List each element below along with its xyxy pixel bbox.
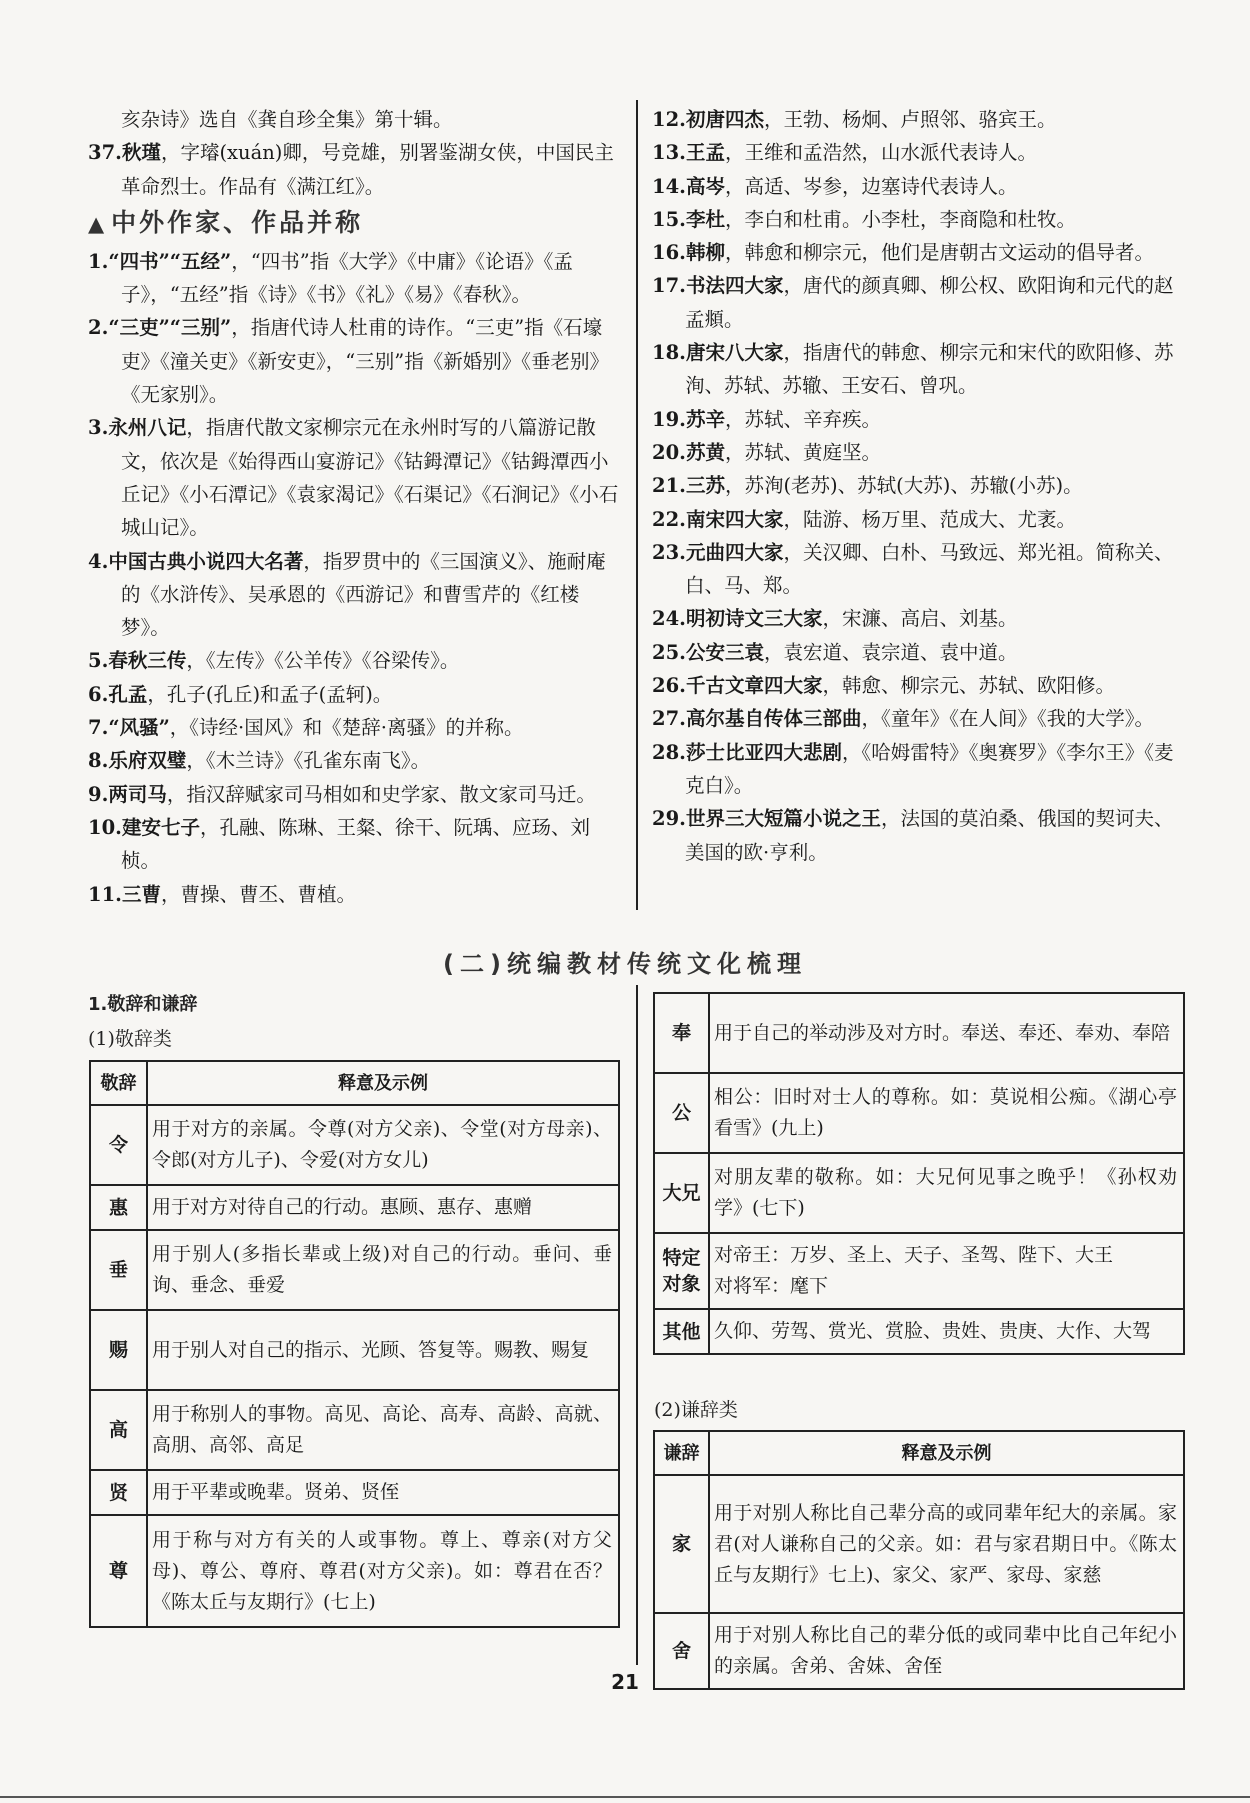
- list-item: 3.永州八记，指唐代散文家柳宗元在永州时写的八篇游记散文，依次是《始得西山宴游记》《钴鉧潭记》《钴鉧潭西小丘记》《小石潭记》《袁家渴记》《石渠记》《石涧记》《小石城山记》。: [88, 416, 619, 540]
- bottom-rule: [0, 1796, 1250, 1798]
- table-row: 舍 用于对别人称比自己的辈分低的或同辈中比自己年纪小的亲属。舍弟、舍妹、舍侄: [654, 1613, 1184, 1689]
- header-desc: 释意及示例: [147, 1061, 619, 1105]
- table-row: 赐 用于别人对自己的指示、光顾、答复等。赐教、赐复: [90, 1310, 619, 1390]
- list-item: 21.三苏，苏洵(老苏)、苏轼(大苏)、苏辙(小苏)。: [652, 474, 1083, 498]
- list-item: 10.建安七子，孔融、陈琳、王粲、徐干、阮瑀、应玚、刘桢。: [88, 815, 590, 873]
- triangle-icon: ▲: [88, 211, 108, 236]
- list-item: 26.千古文章四大家，韩愈、柳宗元、苏轼、欧阳修。: [652, 674, 1115, 698]
- section-heading-text: 中外作家、作品并称: [111, 207, 364, 237]
- entry-text: ，字璿(xuán)卿，号竞雄，别署鉴湖女侠，中国民主革命烈士。作品有《满江红》。: [121, 141, 614, 198]
- header-word: 敬辞: [90, 1061, 147, 1105]
- continued-line: 亥杂诗》选自《龚自珍全集》第十辑。: [121, 108, 453, 131]
- list-item: 15.李杜，李白和杜甫。小李杜，李商隐和杜牧。: [652, 207, 1076, 231]
- column-divider-bottom: [636, 985, 638, 1665]
- honorific-subheading: (1)敬辞类: [88, 1028, 172, 1050]
- list-item: 2.“三吏”“三别”，指唐代诗人杜甫的诗作。“三吏”指《石壕吏》《潼关吏》《新安吏》，“三别”指《新婚别》《垂老别》《无家别》。: [88, 316, 609, 407]
- list-item: 22.南宋四大家，陆游、杨万里、范成大、尤袤。: [652, 507, 1076, 531]
- list-item: 6.孔孟，孔子(孔丘)和孟子(孟轲)。: [88, 682, 393, 706]
- list-item: 23.元曲四大家，关汉卿、白朴、马致远、郑光祖。简称关、白、马、郑。: [652, 540, 1174, 598]
- table-row: 家 用于对别人称比自己辈分高的或同辈年纪大的亲属。家君(对人谦称自己的父亲。如：君与家君期日中。《陈太丘与友期行》七上)、家父、家严、家母、家慈: [654, 1475, 1184, 1613]
- list-item: 18.唐宋八大家，指唐代的韩愈、柳宗元和宋代的欧阳修、苏洵、苏轼、苏辙、王安石、曾巩。: [652, 341, 1174, 398]
- list-item: 1.“四书”“五经”，“四书”指《大学》《中庸》《论语》《孟子》，“五经”指《诗》《书》《礼》《易》《春秋》。: [88, 249, 573, 307]
- entry-number: 37.: [88, 141, 122, 165]
- list-item: 4.中国古典小说四大名著，指罗贯中的《三国演义》、施耐庵的《水浒传》、吴承恩的《西游记》和曹雪芹的《红楼梦》。: [88, 549, 606, 640]
- list-item: 28.莎士比亚四大悲剧，《哈姆雷特》《奥赛罗》《李尔王》《麦克白》。: [652, 740, 1174, 797]
- section-heading: [88, 206, 625, 241]
- table-row: 高 用于称别人的事物。高见、高论、高寿、高龄、高就、高朋、高邻、高足: [90, 1390, 619, 1470]
- list-item: 8.乐府双璧，《木兰诗》《孔雀东南飞》。: [88, 749, 431, 773]
- list-item: 20.苏黄，苏轼、黄庭坚。: [652, 440, 881, 464]
- list-item: 24.明初诗文三大家，宋濂、高启、刘基。: [652, 607, 1018, 631]
- list-item: 11.三曹，曹操、曹丕、曹植。: [88, 882, 356, 906]
- list-item: 27.高尔基自传体三部曲，《童年》《在人间》《我的大学》。: [652, 707, 1154, 731]
- author-entry-37: [88, 136, 625, 203]
- humble-table: [653, 1430, 1185, 1690]
- page-number: 21: [611, 1670, 639, 1694]
- honorific-table-continued: [653, 992, 1185, 1355]
- table-row: 其他 久仰、劳驾、赏光、赏脸、贵姓、贵庚、大作、大驾: [654, 1309, 1184, 1354]
- honorific-table: [89, 1060, 620, 1628]
- list-item: 5.春秋三传，《左传》《公羊传》《谷梁传》。: [88, 649, 460, 673]
- right-column: [652, 103, 1188, 869]
- section2-title: (二)统编教材传统文化梳理: [443, 950, 807, 978]
- header-desc: 释意及示例: [709, 1431, 1184, 1475]
- list-item: 12.初唐四杰，王勃、杨炯、卢照邻、骆宾王。: [652, 108, 1057, 131]
- section2-heading: 1.敬辞和谦辞: [88, 994, 198, 1015]
- table-row: 奉 用于自己的举动涉及对方时。奉送、奉还、奉劝、奉陪: [654, 993, 1184, 1073]
- left-column: [88, 103, 625, 911]
- list-item: 29.世界三大短篇小说之王，法国的莫泊桑、俄国的契诃夫、美国的欧·亨利。: [652, 807, 1174, 864]
- table-header-row: [654, 1431, 1184, 1475]
- table-row: 大兄 对朋友辈的敬称。如：大兄何见事之晚乎！《孙权劝学》(七下): [654, 1153, 1184, 1233]
- entry-term: 秋瑾: [121, 141, 161, 165]
- table-row: 尊 用于称与对方有关的人或事物。尊上、尊亲(对方父母)、尊公、尊府、尊君(对方父亲)。如：尊君在否？《陈太丘与友期行》(七上): [90, 1515, 619, 1627]
- column-divider-top: [636, 100, 638, 910]
- list-item: 19.苏辛，苏轼、辛弃疾。: [652, 407, 881, 431]
- table-row: 惠 用于对方对待自己的行动。惠顾、惠存、惠赠: [90, 1185, 619, 1230]
- table-row: 垂 用于别人(多指长辈或上级)对自己的行动。垂问、垂询、垂念、垂爱: [90, 1230, 619, 1310]
- table-row: 公 相公：旧时对士人的尊称。如：莫说相公痴。《湖心亭看雪》(九上): [654, 1073, 1184, 1153]
- list-item: 17.书法四大家，唐代的颜真卿、柳公权、欧阳询和元代的赵孟頫。: [652, 274, 1174, 331]
- list-item: 16.韩柳，韩愈和柳宗元，他们是唐朝古文运动的倡导者。: [652, 241, 1154, 265]
- table-row: 特定对象 对帝王：万岁、圣上、天子、圣驾、陛下、大王 对将军：麾下: [654, 1233, 1184, 1309]
- header-word: 谦辞: [654, 1431, 709, 1475]
- table-row: 令 用于对方的亲属。令尊(对方父亲)、令堂(对方母亲)、令郎(对方儿子)、令爱(对方女儿): [90, 1105, 619, 1185]
- list-item: 13.王孟，王维和孟浩然，山水派代表诗人。: [652, 141, 1037, 165]
- table-row: 贤 用于平辈或晚辈。贤弟、贤侄: [90, 1470, 619, 1515]
- list-item: 7.“风骚”，《诗经·国风》和《楚辞·离骚》的并称。: [88, 716, 524, 740]
- list-item: 25.公安三袁，袁宏道、袁宗道、袁中道。: [652, 640, 1018, 664]
- humble-subheading: (2)谦辞类: [654, 1399, 738, 1421]
- list-item: 14.高岑，高适、岑参，边塞诗代表诗人。: [652, 174, 1018, 198]
- list-item: 9.两司马，指汉辞赋家司马相如和史学家、散文家司马迁。: [88, 782, 596, 806]
- table-header-row: [90, 1061, 619, 1105]
